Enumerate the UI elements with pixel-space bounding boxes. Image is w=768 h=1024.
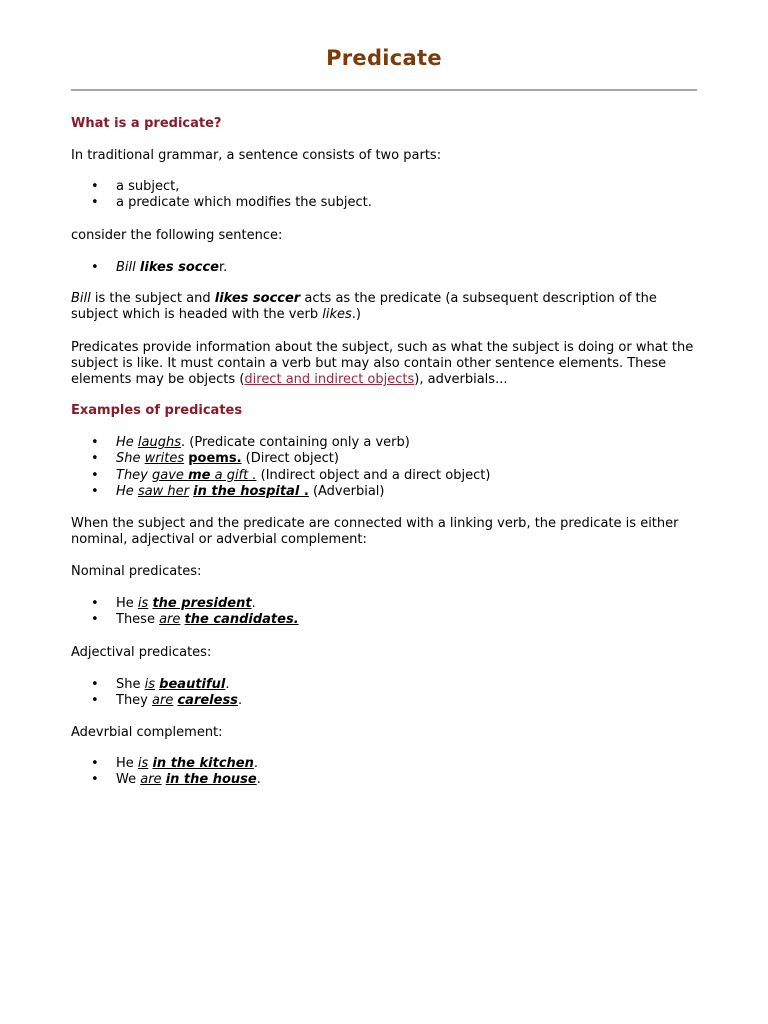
consider-paragraph: consider the following sentence: [71, 228, 283, 243]
verb-word: laughs [137, 435, 182, 450]
section-heading-examples: Examples of predicates [71, 403, 243, 418]
page-title: Predicate [326, 46, 442, 70]
text-span: ), adverbials... [414, 372, 508, 388]
parts-list [71, 179, 697, 212]
verb-word: likes [322, 307, 352, 323]
list-item [71, 451, 697, 467]
verb-word: are [159, 612, 181, 628]
subject-word: He [116, 756, 134, 771]
nominal-list [71, 596, 697, 629]
list-item [71, 260, 697, 276]
complement-phrase: beautiful [159, 677, 226, 692]
text-span: . (Predicate containing only a verb) [181, 435, 410, 450]
examples-list [71, 435, 697, 500]
subject-word: Bill [116, 260, 136, 275]
subject-word: We [116, 772, 137, 788]
verb-word: gave [152, 467, 184, 483]
verb-word: are [140, 772, 162, 788]
verb-word: is [137, 756, 149, 771]
text-span: (Direct object) [241, 451, 339, 467]
text-span: (Adverbial) [308, 483, 385, 499]
list-item [71, 693, 697, 709]
adjectival-list [71, 677, 697, 710]
verb-word: saw her [137, 483, 190, 499]
text-span: is the subject and [90, 291, 215, 306]
provide-paragraph [71, 340, 697, 389]
title-divider [71, 89, 697, 91]
list-item [71, 596, 697, 612]
list-item [71, 435, 697, 451]
text-span: .) [351, 307, 361, 323]
text-span: (Indirect object and a direct object) [256, 467, 491, 483]
text-span: . [299, 483, 309, 499]
text-span: . [251, 596, 256, 611]
adverbial-phrase: in the hospital [193, 483, 300, 499]
list-item [71, 677, 697, 693]
predicate-phrase: likes soccer [214, 291, 301, 306]
list-item [71, 756, 697, 772]
subject-word: He [116, 435, 134, 450]
list-item: • a predicate which modifies the subject. [71, 195, 697, 211]
list-item [71, 612, 697, 628]
sentence-end: r. [218, 260, 228, 275]
complement-phrase: the candidates. [184, 612, 299, 628]
verb-word: is [144, 677, 156, 692]
verb-word: is [137, 596, 149, 611]
list-item: • a subject, [71, 179, 697, 195]
list-item [71, 468, 697, 484]
nominal-label: Nominal predicates: [71, 564, 202, 579]
subject-word: They [116, 693, 148, 709]
text-span: . [237, 693, 243, 709]
verb-word: writes [144, 451, 185, 467]
intro-paragraph: In traditional grammar, a sentence consists of two parts: [71, 148, 442, 163]
adverbial-label: Adevrbial complement: [71, 725, 223, 740]
object-phrase: a gift [214, 467, 249, 483]
subject-word: They [116, 467, 148, 483]
text-span: . [253, 756, 258, 771]
complement-phrase: the president [152, 596, 252, 611]
subject-word: She [116, 677, 141, 692]
predicate-phrase: likes socce [139, 260, 219, 275]
text-span: . [225, 677, 230, 692]
section-heading-what-is: What is a predicate? [71, 116, 222, 131]
object-phrase: me [188, 467, 211, 483]
list-item [71, 484, 697, 500]
text-span: . [256, 772, 261, 788]
complement-phrase: careless [177, 693, 238, 709]
text-span: . [248, 467, 257, 483]
object-phrase: poems. [188, 451, 242, 467]
linking-verb-paragraph: When the subject and the predicate are connected with a linking verb, the predicate is either nominal, adjectival or adverbial complement: [71, 516, 679, 548]
direct-indirect-objects-link[interactable]: direct and indirect objects [244, 372, 415, 388]
text-span: Predicates provide information about the subject, such as what the subject is doing or what the subject is like. It must contain a verb but may also contain other sentence elements. These elements may be objects ( [71, 340, 694, 388]
list-item [71, 772, 697, 788]
adverbial-list [71, 756, 697, 789]
complement-phrase: in the kitchen [152, 756, 254, 771]
text-span: acts as the predicate (a subsequent description of the subject which is headed with the verb [71, 291, 657, 323]
adjectival-label: Adjectival predicates: [71, 645, 212, 660]
subject-word: He [116, 483, 134, 499]
subject-word: Bill [71, 291, 91, 306]
explanation-paragraph [71, 291, 697, 323]
verb-word: are [152, 693, 174, 709]
example-sentence-list [71, 260, 697, 276]
subject-word: He [116, 596, 134, 611]
subject-word: She [116, 451, 141, 467]
subject-word: These [116, 612, 155, 628]
complement-phrase: in the house [165, 772, 257, 788]
